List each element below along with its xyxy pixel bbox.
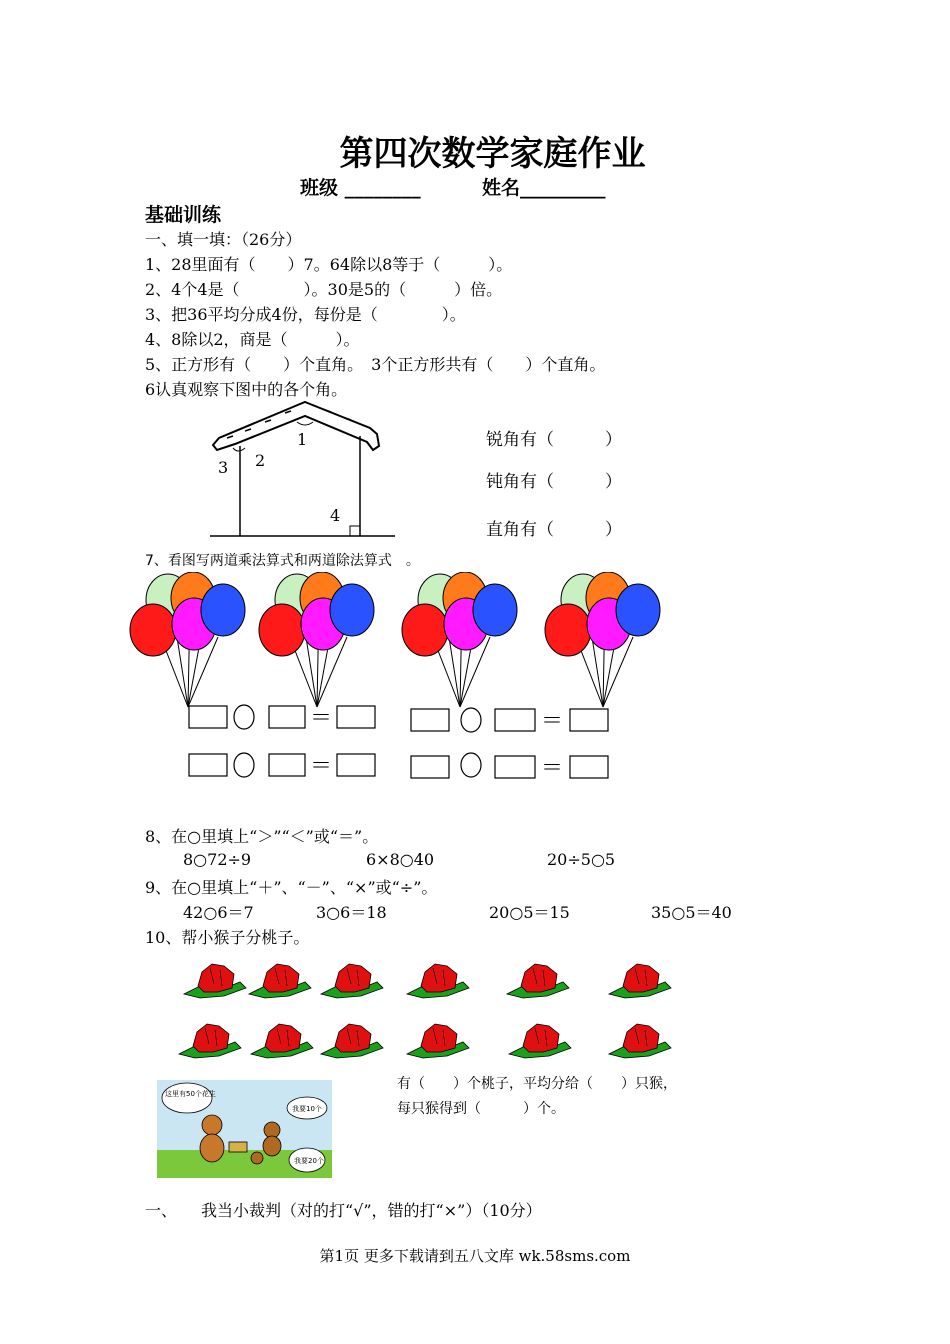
angle-number-1: 1 — [297, 430, 308, 449]
question-8: 8、在○里填上“＞”“＜”或“＝”。 — [145, 827, 379, 846]
question-2: 2、4个4是（ ）。30是5的（ ）倍。 — [145, 280, 503, 299]
bubble-text-1: 这里有50个花生 — [165, 1090, 216, 1098]
peach-rows — [175, 955, 675, 1065]
equation-blanks — [185, 700, 615, 785]
question-1: 1、28里面有（ ）7。64除以8等于（ ）。 — [145, 255, 513, 274]
class-field-label: 班级 ________ — [300, 177, 421, 199]
page-footer: 第1页 更多下载请到五八文库 wk.58sms.com — [319, 1247, 631, 1265]
q9-item-2: 3○6＝18 — [316, 903, 387, 922]
q8-item-2: 6×8○40 — [366, 850, 435, 869]
question-3: 3、把36平均分成4份，每份是（ ）。 — [145, 305, 466, 324]
question-9: 9、在○里填上“＋”、“－”、“×”或“÷”。 — [145, 878, 438, 897]
bubble-text-3: 我要20个 — [294, 1157, 324, 1165]
q8-item-1: 8○72÷9 — [183, 850, 252, 869]
question-6: 6认真观察下图中的各个角。 — [145, 380, 348, 399]
part2-heading: 一、 我当小裁判（对的打“√”，错的打“×”）（10分） — [145, 1201, 542, 1220]
question-5: 5、正方形有（ ）个直角。 3个正方形共有（ ）个直角。 — [145, 355, 606, 374]
q10-answer-line-2: 每只猴得到（ ）个。 — [397, 1101, 565, 1117]
question-7: 7、看图写两道乘法算式和两道除法算式 。 — [145, 553, 420, 569]
angle-number-3: 3 — [218, 458, 229, 477]
q8-item-3: 20÷5○5 — [547, 850, 616, 869]
acute-angle-label: 锐角有（ ） — [486, 430, 622, 450]
balloon-bunch-1 — [128, 572, 253, 712]
section-title: 基础训练 — [145, 204, 222, 226]
question-4: 4、8除以2，商是（ ）。 — [145, 330, 360, 349]
question-10: 10、帮小猴子分桃子。 — [145, 928, 310, 947]
balloon-bunch-2 — [257, 572, 382, 712]
q9-item-4: 35○5＝40 — [651, 903, 732, 922]
house-angle-figure — [205, 398, 405, 543]
page-title: 第四次数学家庭作业 — [339, 134, 646, 174]
angle-number-2: 2 — [255, 451, 266, 470]
right-angle-label: 直角有（ ） — [486, 520, 622, 540]
bubble-text-2: 我要10个 — [292, 1105, 322, 1113]
monkey-picture — [157, 1080, 332, 1178]
part1-heading: 一、填一填：（26分） — [145, 230, 302, 249]
angle-number-4: 4 — [330, 506, 341, 525]
equals-sign-2: ＝ — [541, 709, 564, 734]
equals-sign-1: ＝ — [310, 706, 333, 731]
name-field-label: 姓名_________ — [482, 177, 606, 199]
balloon-bunch-3 — [400, 572, 525, 712]
q10-answer-line-1: 有（ ）个桃子，平均分给（ ）只猴， — [397, 1076, 677, 1092]
q9-item-3: 20○5＝15 — [489, 903, 570, 922]
obtuse-angle-label: 钝角有（ ） — [486, 472, 622, 492]
equals-sign-3: ＝ — [310, 754, 333, 779]
equals-sign-4: ＝ — [541, 756, 564, 781]
q9-item-1: 42○6＝7 — [183, 903, 254, 922]
balloon-bunch-4 — [543, 572, 668, 712]
